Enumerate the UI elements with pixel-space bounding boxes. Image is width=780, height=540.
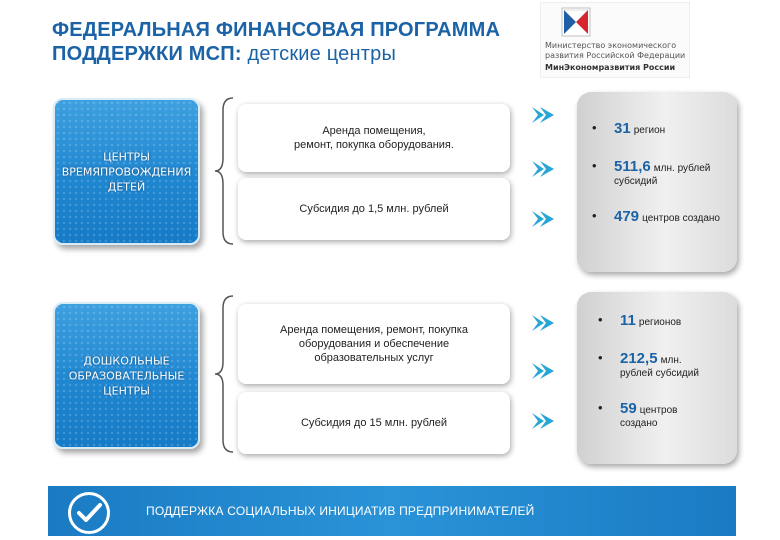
category-box-preschool-centers [53,302,200,449]
arrow-right-icon [530,312,556,334]
arrow-right-icon [530,158,556,180]
page-title [52,18,500,66]
info-card-rent-education: Аренда помещения, ремонт, покупка оборудования и обеспечение образовательных услуг [238,304,510,384]
arrow-right-icon [530,208,556,230]
arrow-right-icon [530,360,556,382]
info-card-rent: Аренда помещения, ремонт, покупка оборудования. [238,104,510,172]
logo-text-line2: развития Российской Федерации [545,51,686,60]
footer-banner-text: ПОДДЕРЖКА СОЦИАЛЬНЫХ ИНИЦИАТИВ ПРЕДПРИНИМАТЕЛЕЙ [146,504,535,518]
left-brace-icon [215,294,239,454]
info-card-subsidy-15: Субсидия до 15 млн. рублей [238,392,510,454]
logo-text-line3: МинЭкономразвития России [545,63,676,72]
arrow-right-icon [530,104,556,126]
category-box-children-centers [53,98,200,245]
title-line-2-normal: детские центры [241,43,397,65]
title-line-2 [52,42,500,66]
category-label: ЦЕНТРЫ ВРЕМЯПРОВОЖДЕНИЯ ДЕТЕЙ [61,150,192,193]
left-brace-icon [215,96,239,246]
checkmark-icon [68,492,110,534]
category-label: ДОШКОЛЬНЫЕ ОБРАЗОВАТЕЛЬНЫЕ ЦЕНТРЫ [68,354,185,397]
logo-text-line1: Министерство экономического [545,41,677,50]
arrow-right-icon [530,410,556,432]
info-card-subsidy: Субсидия до 1,5 млн. рублей [238,178,510,240]
title-line-1: ФЕДЕРАЛЬНАЯ ФИНАНСОВАЯ ПРОГРАММА [52,19,501,41]
ministry-emblem-icon [560,6,592,38]
footer-banner [48,486,736,536]
title-line-2-bold: ПОДДЕРЖКИ МСП: [52,43,242,65]
